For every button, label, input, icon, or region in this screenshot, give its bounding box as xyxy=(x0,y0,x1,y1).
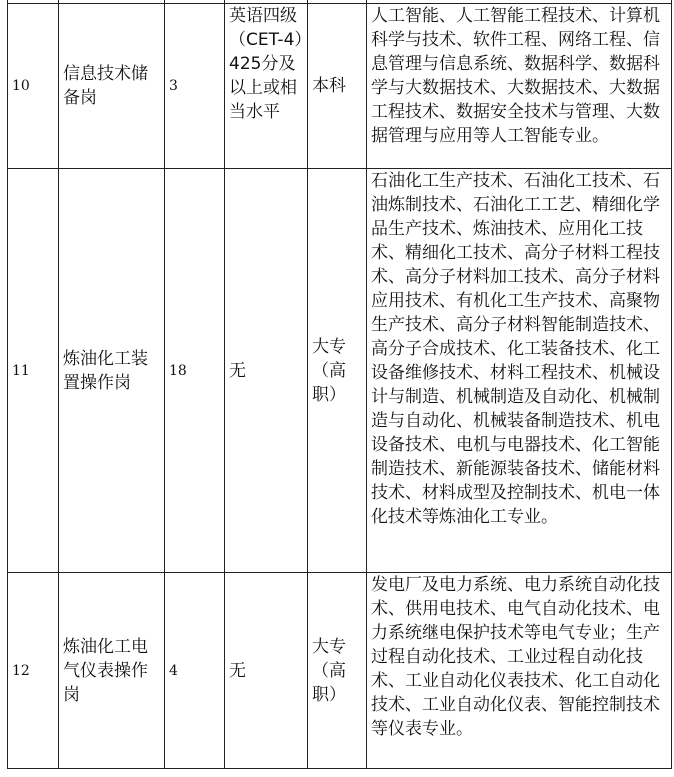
other-requirement: 英语四级（CET-4）425分及以上或相当水平 xyxy=(225,4,308,169)
education-level: 大专（高职） xyxy=(308,573,367,769)
hire-count: 3 xyxy=(165,4,225,169)
major-requirement: 人工智能、人工智能工程技术、计算机科学与技术、软件工程、网络工程、信息管理与信息系统、数据科学、数据科学与大数据技术、大数据技术、大数据工程技术、数据安全技术与管理、大数据管理与应用等人工智能专业。 xyxy=(367,4,672,169)
recruitment-table xyxy=(7,0,672,769)
other-requirement: 无 xyxy=(225,169,308,573)
hire-count: 4 xyxy=(165,573,225,769)
major-requirement: 发电厂及电力系统、电力系统自动化技术、供用电技术、电气自动化技术、电力系统继电保护技术等电气专业；生产过程自动化技术、工业过程自动化技术、工业自动化仪表技术、化工自动化技术、工业自动化仪表、智能控制技术等仪表专业。 xyxy=(367,573,672,769)
education-level: 本科 xyxy=(308,4,367,169)
other-requirement: 无 xyxy=(225,573,308,769)
row-number: 10 xyxy=(8,4,59,169)
row-number: 11 xyxy=(8,169,59,573)
education-level: 大专（高职） xyxy=(308,169,367,573)
hire-count: 18 xyxy=(165,169,225,573)
table-row xyxy=(8,169,672,573)
position-name: 炼油化工电气仪表操作岗 xyxy=(59,573,165,769)
table-row xyxy=(8,4,672,169)
position-name: 炼油化工装置操作岗 xyxy=(59,169,165,573)
major-requirement: 石油化工生产技术、石油化工技术、石油炼制技术、石油化工工艺、精细化学品生产技术、炼油技术、应用化工技术、精细化工技术、高分子材料工程技术、高分子材料加工技术、高分子材料应用技术、有机化工生产技术、高聚物生产技术、高分子材料智能制造技术、高分子合成技术、化工装备技术、化工设备维修技术、材料工程技术、机械设计与制造、机械制造及自动化、机械制造与自动化、机械装备制造技术、机电设备技术、电机与电器技术、化工智能制造技术、新能源装备技术、储能材料技术、材料成型及控制技术、机电一体化技术等炼油化工专业。 xyxy=(367,169,672,573)
position-name: 信息技术储备岗 xyxy=(59,4,165,169)
row-number: 12 xyxy=(8,573,59,769)
table-row xyxy=(8,573,672,769)
